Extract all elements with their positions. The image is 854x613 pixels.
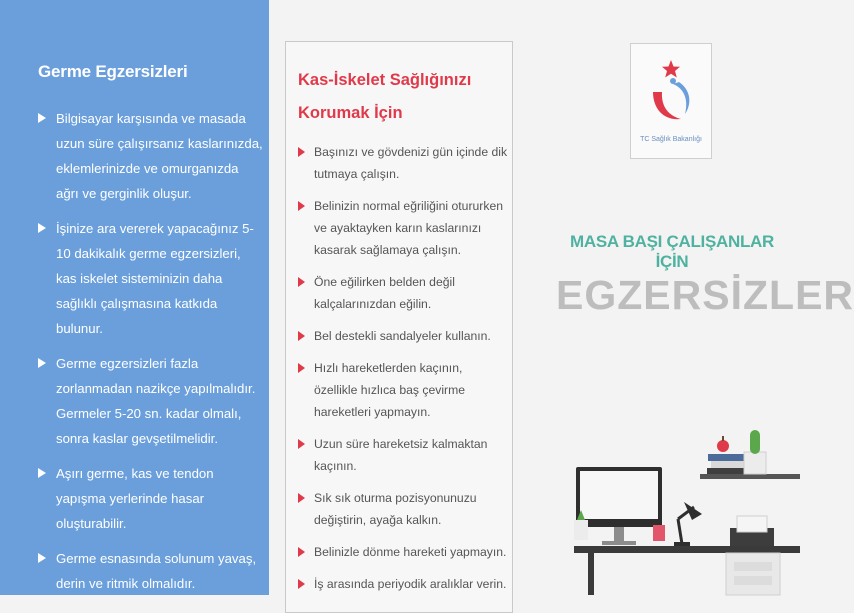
desk-icon: [574, 546, 800, 595]
list-item: Sık sık oturma pozisyonunuzu değiştirin, ayağa kalkın.: [298, 487, 508, 531]
plant-icon: [744, 430, 766, 474]
monitor-icon: [576, 467, 662, 545]
list-item: Bel destekli sandalyeler kullanın.: [298, 325, 508, 347]
list-item: Belinizle dönme hareketi yapmayın.: [298, 541, 508, 563]
list-item: Hızlı hareketlerden kaçının, özellikle hızlıca baş çevirme hareketleri yapmayın.: [298, 357, 508, 423]
list-item: Bilgisayar karşısında ve masada uzun süre çalışırsanız kaslarınızda, eklemlerinizde ve omurganızda ağrı ve gerginlik oluşur.: [38, 106, 263, 206]
logo-emblem-icon: [631, 44, 711, 136]
lamp-icon: [674, 502, 702, 546]
list-item: İş arasında periyodik aralıklar verin.: [298, 573, 508, 595]
list-item: Öne eğilirken belden değil kalçalarınızdan eğilin.: [298, 271, 508, 315]
cover-subtitle: MASA BAŞI ÇALIŞANLAR İÇİN: [570, 232, 774, 271]
middle-heading: Kas-İskelet Sağlığınızı Korumak İçin: [298, 71, 472, 122]
cover-title: EGZERSİZLER: [556, 272, 854, 318]
middle-list: [298, 141, 508, 605]
books-icon: [707, 454, 747, 474]
list-item: Uzun süre hareketsiz kalmaktan kaçının.: [298, 433, 508, 477]
desk-illustration: [574, 422, 800, 595]
left-panel: [0, 0, 269, 595]
list-item: Başınızı ve gövdenizi gün içinde dik tutmaya çalışın.: [298, 141, 508, 185]
mug-icon: [653, 525, 665, 541]
list-item: Germe egzersizleri fazla zorlanmadan nazikçe yapılmalıdır. Germeler 5-20 sn. kadar olmalı, sonra kaslar gevşetilmelidir.: [38, 351, 263, 451]
middle-panel: [285, 41, 513, 613]
apple-icon: [717, 436, 729, 452]
shelf-icon: [700, 474, 800, 479]
list-item: İşinize ara vererek yapacağınız 5-10 dakikalık germe egzersizleri, kas iskelet sisteminizin daha sağlıklı çalışmasına katkıda bulunur.: [38, 216, 263, 341]
logo-text: TC Sağlık Bakanlığı: [640, 136, 702, 143]
list-item: Germe esnasında solunum yavaş, derin ve ritmik olmalıdır.: [38, 546, 263, 596]
ministry-logo: [630, 43, 712, 159]
left-list: [38, 106, 263, 606]
list-item: Belinizin normal eğriliğini otururken ve ayaktayken karın kaslarınızı kasarak sağlamaya çalışın.: [298, 195, 508, 261]
left-heading: Germe Egzersizleri: [38, 62, 188, 81]
printer-icon: [730, 516, 774, 546]
list-item: Aşırı germe, kas ve tendon yapışma yerlerinde hasar oluşturabilir.: [38, 461, 263, 536]
